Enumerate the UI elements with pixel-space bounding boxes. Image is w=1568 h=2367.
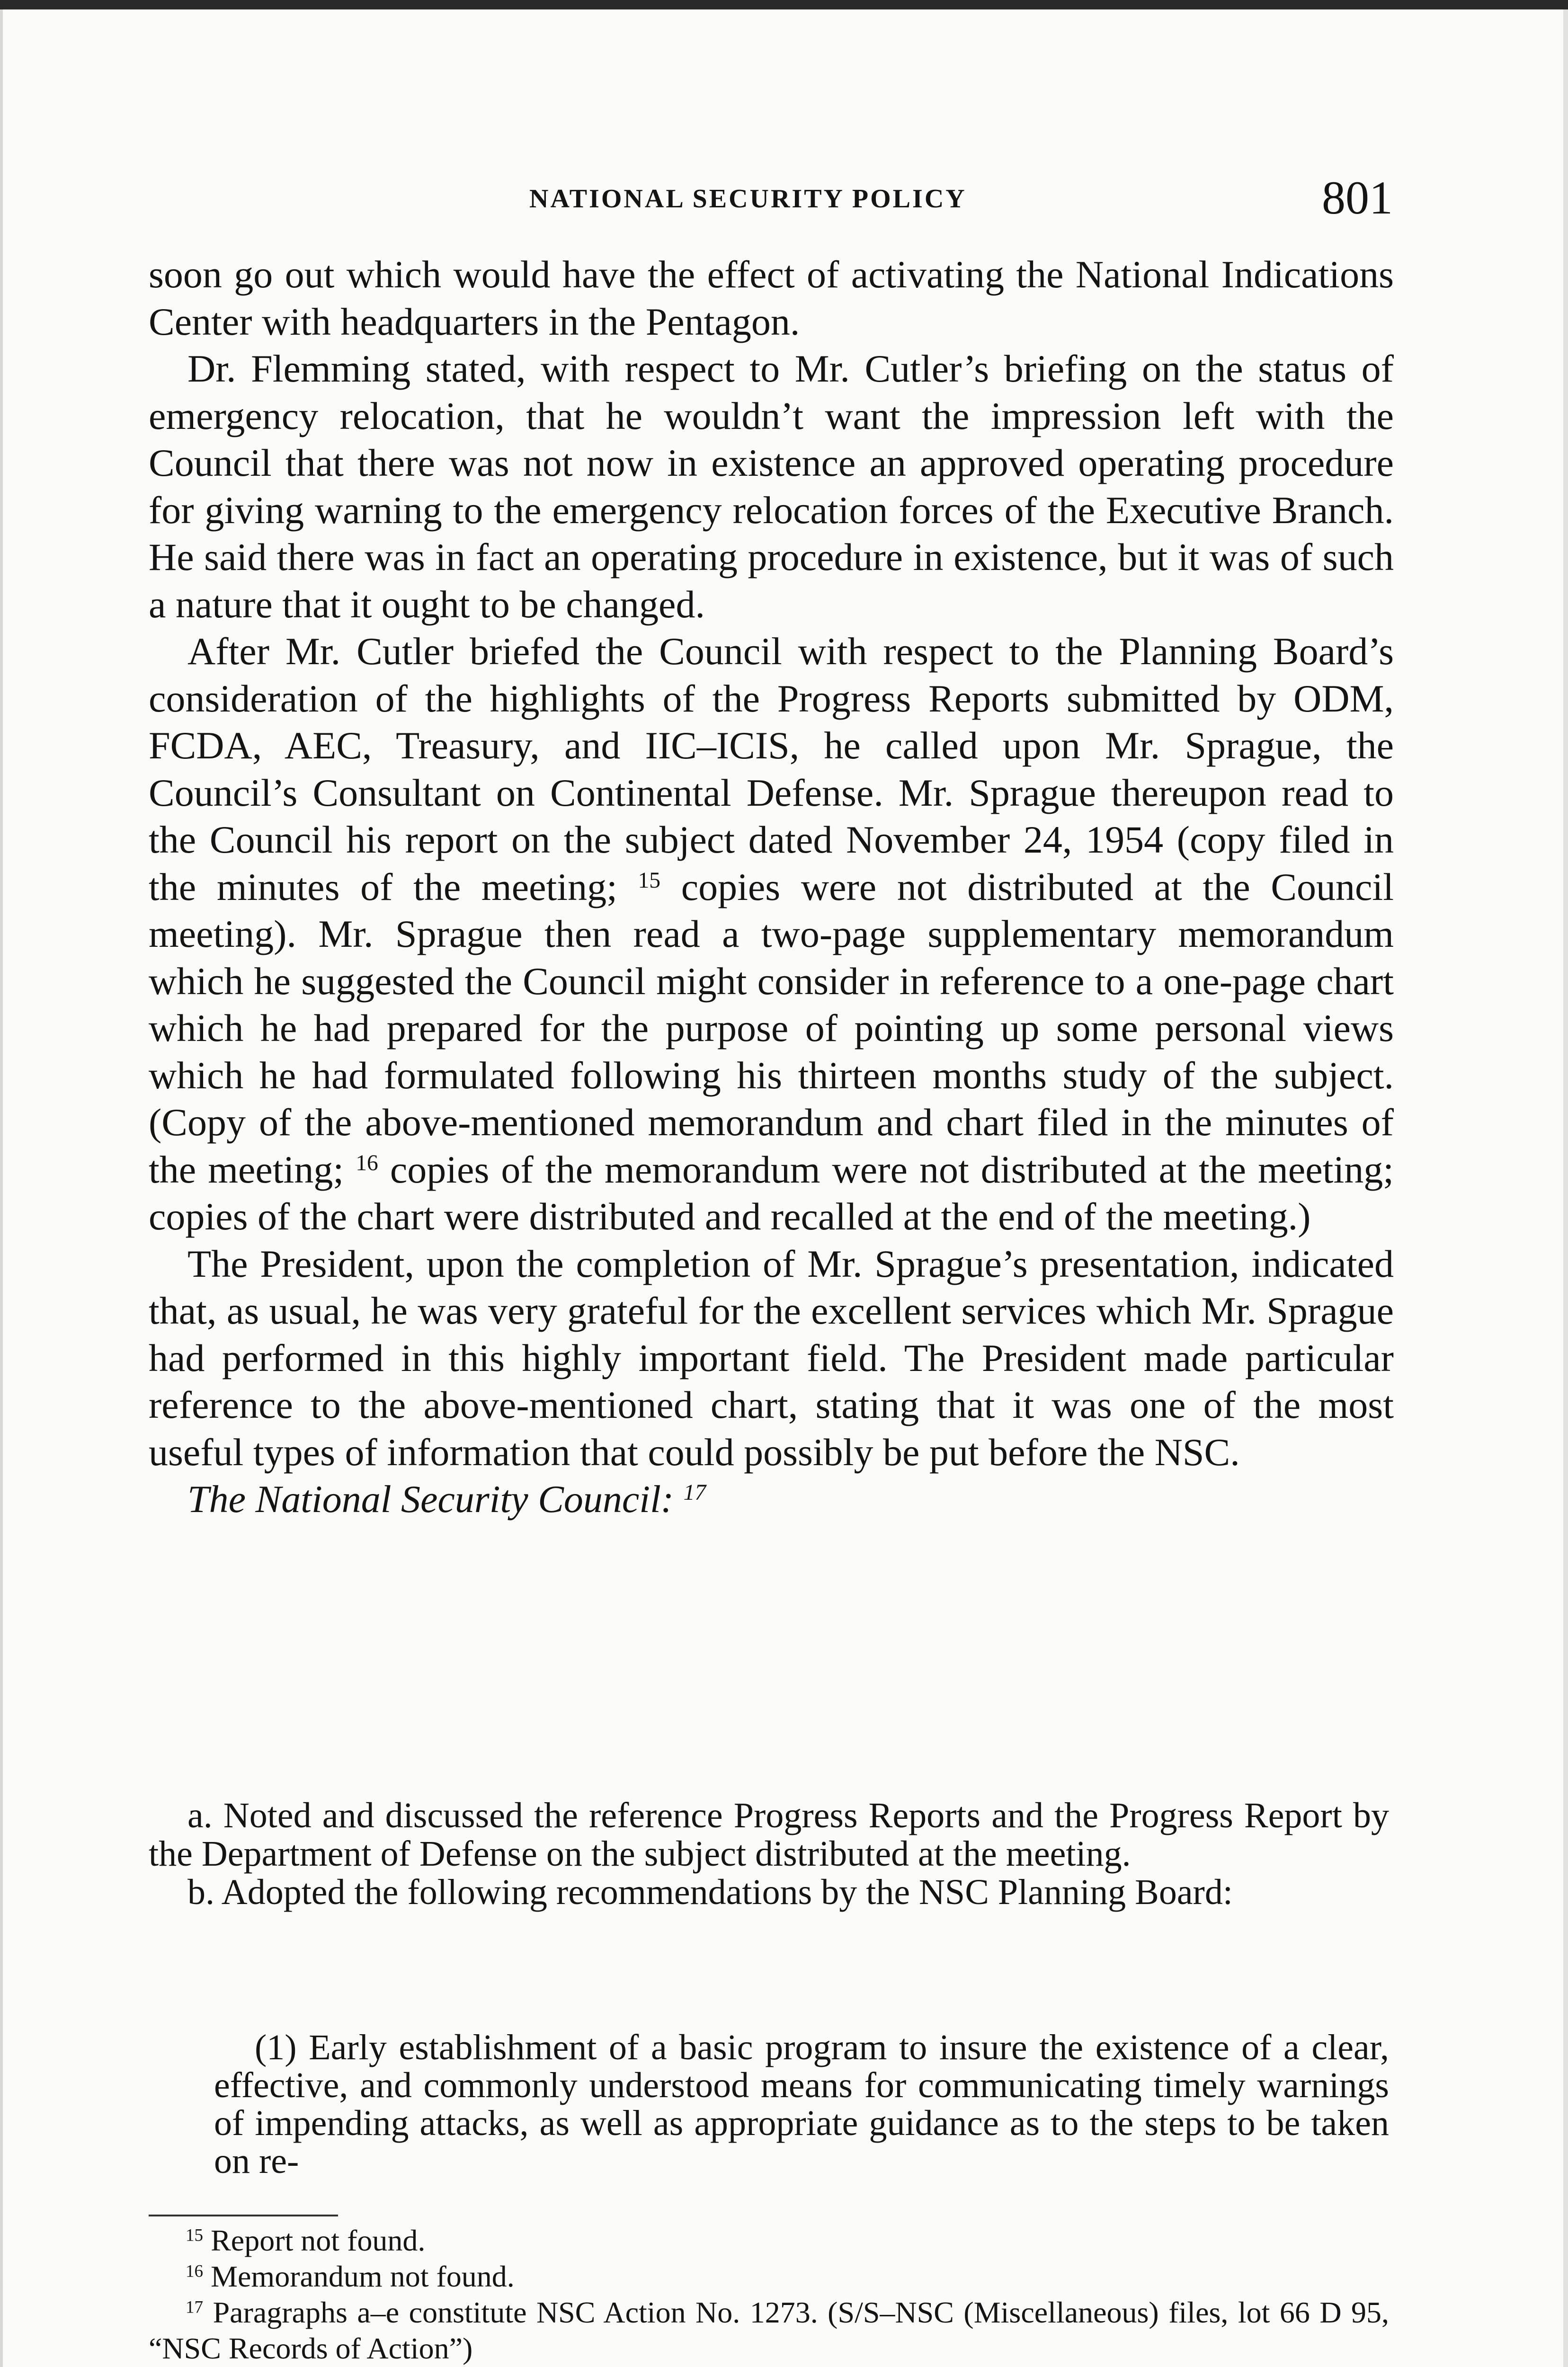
footnote-mark: 16 [186, 2261, 204, 2281]
scan-left-edge [0, 9, 3, 2367]
recommendations-block [214, 2029, 1389, 2180]
council-heading-text: The National Security Council: [187, 1477, 674, 1521]
footnote-text: Paragraphs a–e constitute NSC Action No. 1273. (S/S–NSC (Miscellaneous) files, lot 66 D 95, “NSC Records of Action”) [149, 2296, 1390, 2365]
footnote-reference-15: 15 [638, 868, 661, 893]
paragraph-text: After Mr. Cutler briefed the Council with respect to the Planning Board’s consideration of the highlights of the Progress Reports submitted by ODM, FCDA, AEC, Treasury, and IIC–ICIS, he called upon Mr. Sprague, the Council’s Consultant on Continental Defense. Mr. Sprague thereupon read to the Council his report on the subject dated November 24, 1954 (copy filed in the minutes of the meeting; [149, 630, 1394, 908]
footnote-mark: 15 [186, 2225, 204, 2245]
footnote-text: Report not found. [211, 2224, 426, 2257]
footnote-mark: 17 [186, 2297, 204, 2317]
paragraph-flemming: Dr. Flemming stated, with respect to Mr. Cutler’s briefing on the status of emergency relocation, that he wouldn’t want the impression left with the Council that there was not now in existence an approved operating procedure for giving warning to the emergency relocation forces of the Executive Branch. He said there was in fact an operating procedure in existence, but it was of such a nature that it ought to be changed. [149, 347, 1394, 626]
footnote-15 [149, 2223, 1389, 2259]
paragraph-text: copies of the memorandum were not distributed at the meeting; copies of the chart were distributed and recalled at the end of the meeting.) [149, 1148, 1394, 1238]
running-head [151, 171, 1393, 227]
running-title: NATIONAL SECURITY POLICY [529, 184, 967, 214]
paragraph-sprague-report [149, 628, 1394, 1240]
scan-top-edge [0, 0, 1568, 9]
body-text [149, 251, 1394, 1533]
footnote-16 [149, 2259, 1389, 2295]
scan-right-edge [1563, 9, 1568, 2367]
footnote-text: Memorandum not found. [211, 2260, 515, 2293]
paragraph-continuation: soon go out which would have the effect of activating the National Indications Center with headquarters in the Pentagon. [149, 253, 1394, 343]
footnote-17 [149, 2295, 1389, 2367]
council-heading [149, 1476, 1394, 1523]
action-a: a. Noted and discussed the reference Progress Reports and the Progress Report by the Department of Defense on the subject distributed at the meeting. [149, 1796, 1389, 1874]
footnote-divider [149, 2215, 338, 2216]
footnote-reference-16: 16 [356, 1150, 378, 1175]
footnote-reference-17: 17 [683, 1480, 706, 1505]
paragraph-text: copies were not distributed at the Council meeting). Mr. Sprague then read a two-page supplementary memorandum which he suggested the Council might consider in reference to a one-page chart which he had prepared for the purpose of pointing up some personal views which he had formulated following his thirteen months study of the subject. (Copy of the above-mentioned memorandum and chart filed in the minutes of the meeting; [149, 865, 1394, 1191]
paragraph-president: The President, upon the completion of Mr. Sprague’s presentation, indicated that, as usual, he was very grateful for the excellent services which Mr. Sprague had performed in this highly important field. The President made particular reference to the above-mentioned chart, stating that it was one of the most useful types of information that could possibly be put before the NSC. [149, 1242, 1394, 1474]
actions-block [149, 1797, 1389, 1912]
footnotes [149, 2223, 1389, 2367]
action-b: b. Adopted the following recommendations by the NSC Planning Board: [187, 1872, 1233, 1912]
page-number: 801 [1322, 171, 1393, 224]
recommendation-1: (1) Early establishment of a basic program to insure the existence of a clear, effective, and commonly understood means for communicating timely warnings of impending attacks, as well as appropriate guidance as to the steps to be taken on re- [214, 2028, 1389, 2181]
